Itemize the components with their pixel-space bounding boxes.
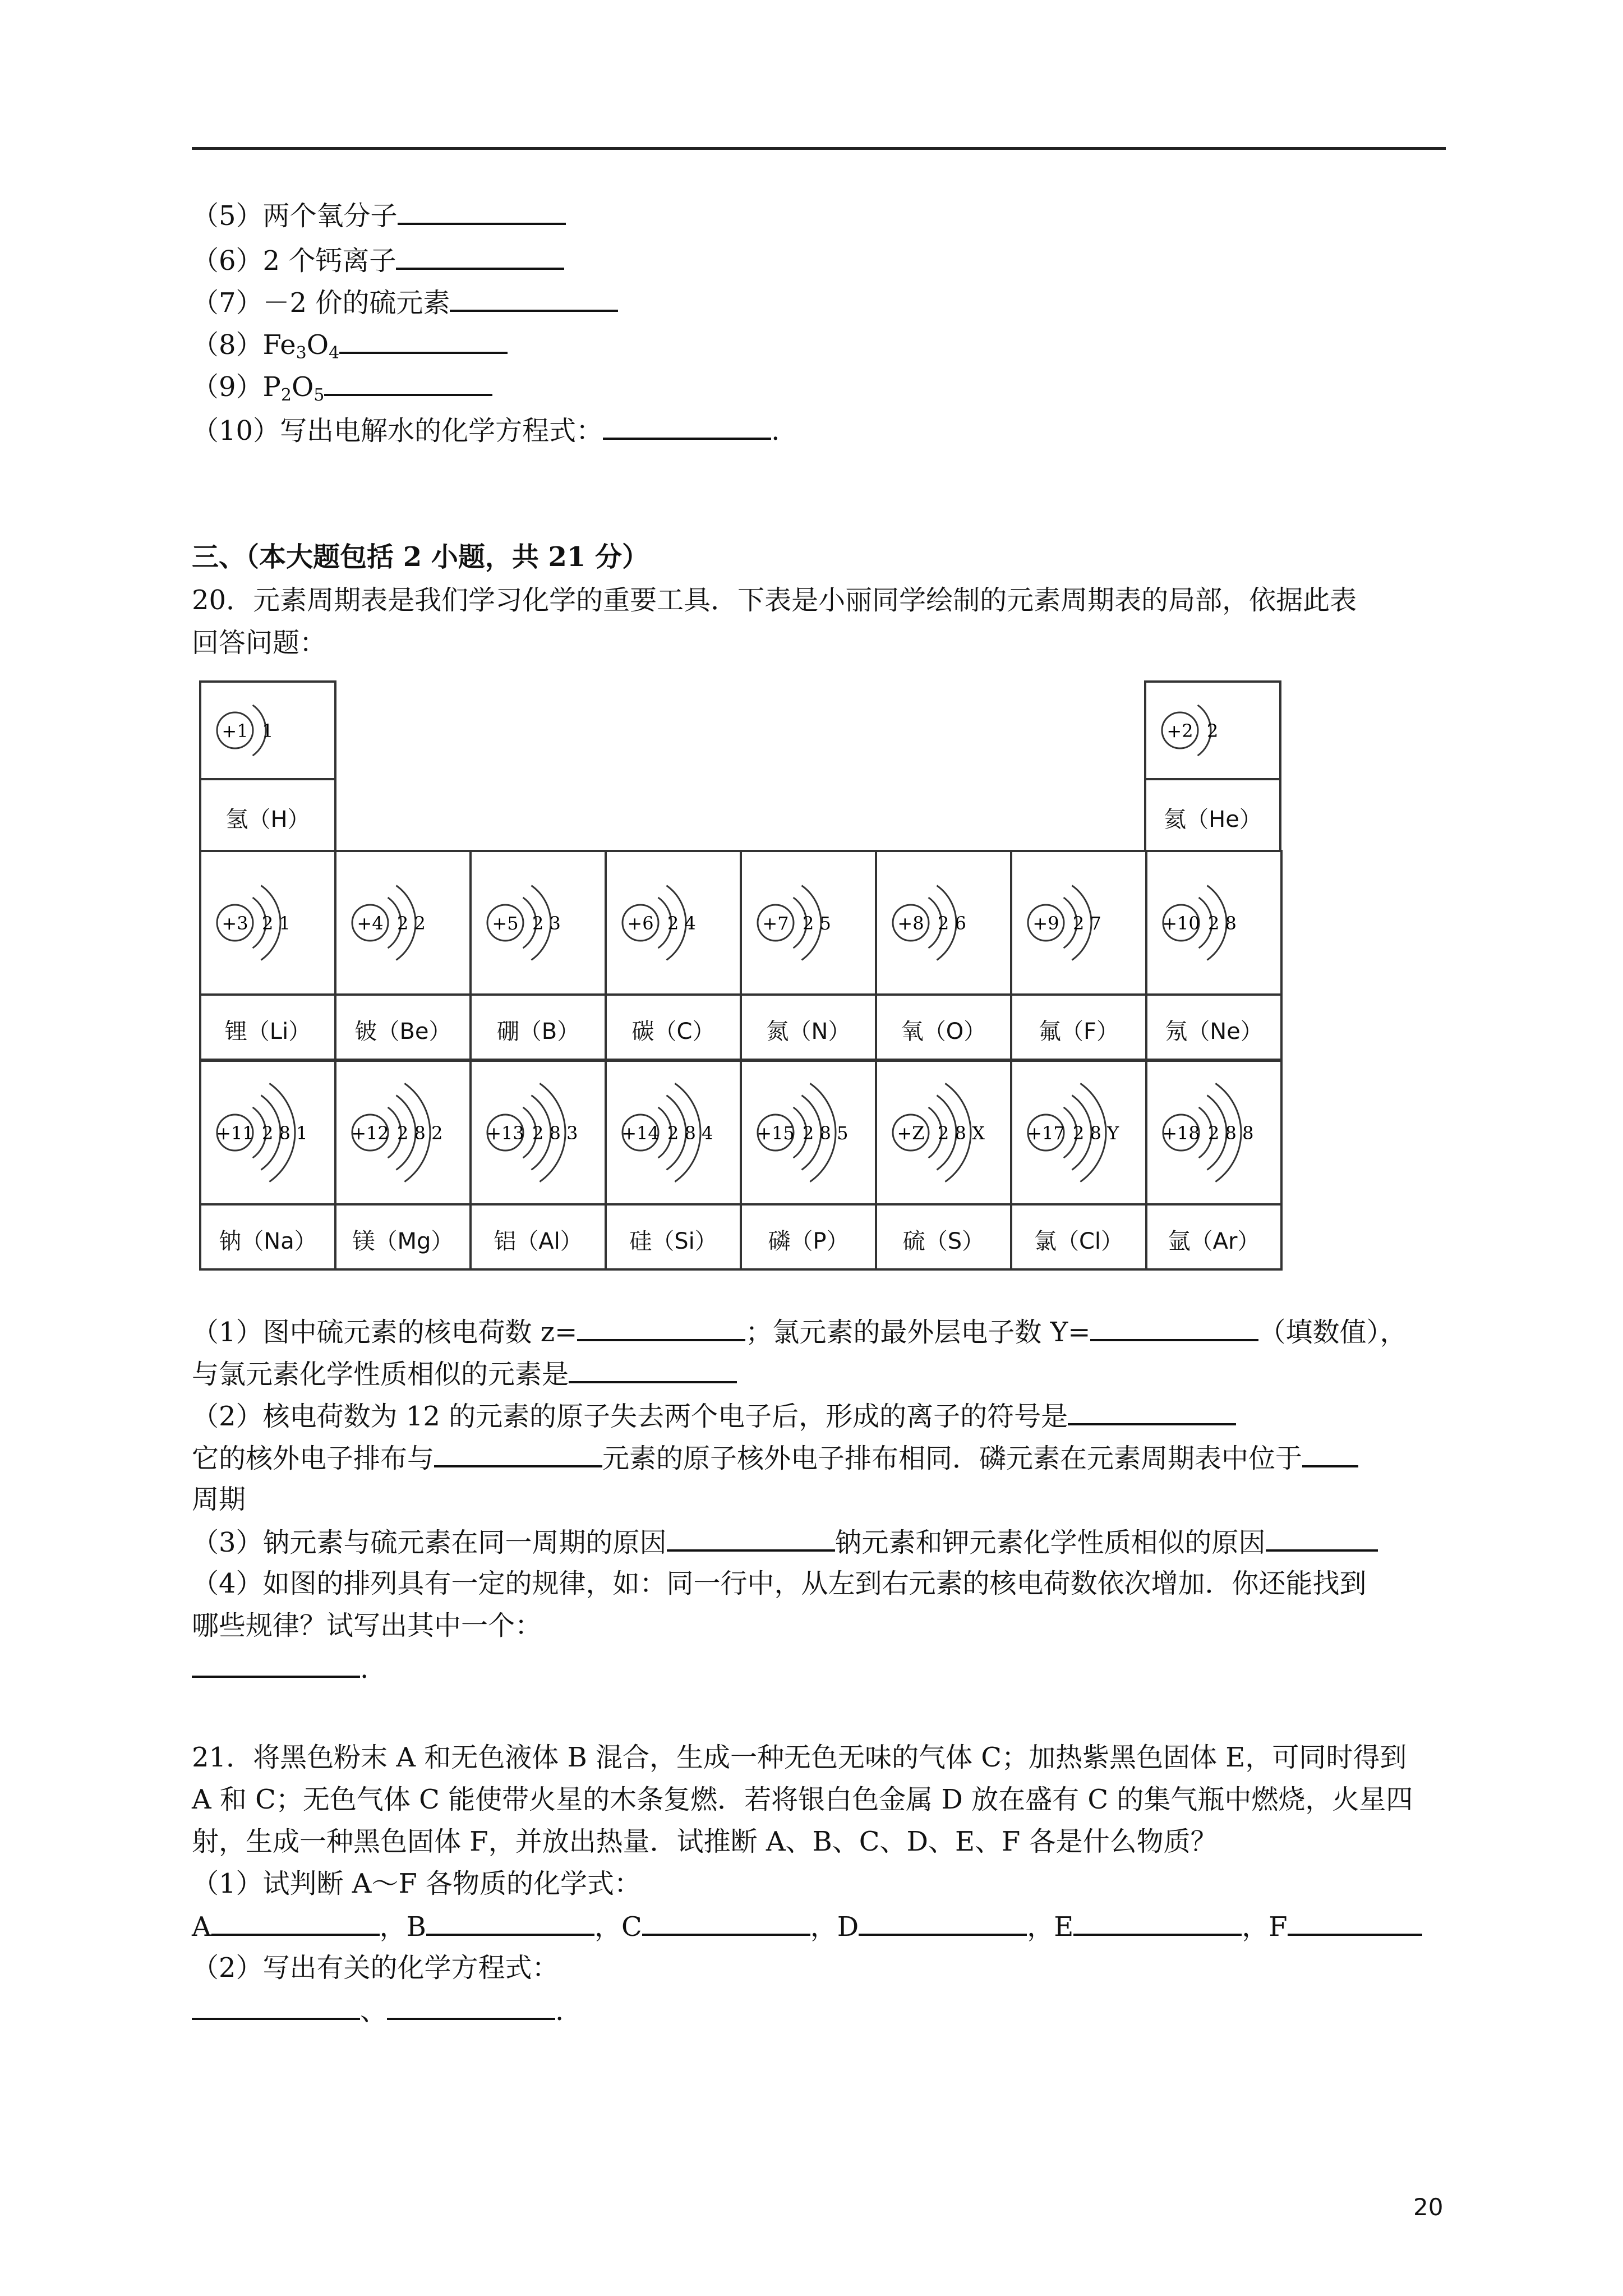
element-name-row3-3: 硅（Si） xyxy=(629,1228,717,1254)
q9-blank[interactable] xyxy=(324,370,492,396)
cell-diagram-row3-2 xyxy=(469,1060,607,1205)
element-name-row2-5: 氧（O） xyxy=(901,1019,986,1045)
element-name-row2-3: 碳（C） xyxy=(631,1019,715,1045)
q8-text2: O xyxy=(306,329,329,361)
q8-text: （8）Fe xyxy=(192,329,296,361)
electron-counts-row2-1: 2 2 xyxy=(397,913,426,934)
electron-counts-row3-0: 2 8 1 xyxy=(262,1122,308,1144)
nucleus-charge-row2-3: +6 xyxy=(627,913,654,934)
cell-He-diagram xyxy=(1144,680,1281,780)
electron-counts-row3-3: 2 8 4 xyxy=(667,1122,713,1144)
electron-counts-row2-4: 2 5 xyxy=(803,913,831,934)
electron-counts-row2-6: 2 7 xyxy=(1073,913,1101,934)
electron-counts-H: 1 xyxy=(262,720,274,742)
p4-period: . xyxy=(360,1653,369,1685)
nucleus-charge-row3-2: +13 xyxy=(486,1122,524,1144)
cell-diagram-row2-2 xyxy=(469,850,607,996)
q21-line-d xyxy=(192,1868,641,1901)
element-name-row3-4: 磷（P） xyxy=(768,1228,849,1254)
cell-name-row3-2 xyxy=(469,1203,607,1271)
element-name-row3-5: 硫（S） xyxy=(902,1228,985,1254)
q21-blank-d[interactable] xyxy=(859,1910,1027,1936)
element-name-row2-1: 铍（Be） xyxy=(354,1019,451,1045)
element-name-row3-6: 氯（Cl） xyxy=(1034,1228,1124,1254)
q21-eq-separator: 、 xyxy=(360,1995,388,2027)
nucleus-charge-row3-4: +15 xyxy=(757,1122,795,1144)
p1-text-c: （填数值）， xyxy=(1258,1317,1407,1348)
cell-name-row2-6 xyxy=(1010,993,1147,1061)
q8-line xyxy=(192,328,508,364)
p1-blank-y[interactable] xyxy=(1090,1315,1258,1341)
q8-blank[interactable] xyxy=(339,328,508,354)
nucleus-charge-row2-4: +7 xyxy=(762,913,789,934)
q5-line xyxy=(192,199,566,233)
q21-blank-c[interactable] xyxy=(642,1910,810,1936)
q21-label-d: ，D xyxy=(810,1911,859,1943)
nucleus-charge-row3-3: +14 xyxy=(621,1122,660,1144)
element-name-row2-2: 硼（B） xyxy=(496,1019,580,1045)
element-name-row3-7: 氩（Ar） xyxy=(1168,1228,1260,1254)
cell-diagram-row2-1 xyxy=(334,850,472,996)
nucleus-charge-row2-1: +4 xyxy=(357,913,384,934)
q21-blank-a[interactable] xyxy=(211,1910,380,1936)
p4-text-b: 哪些规律？试写出其中一个： xyxy=(192,1610,542,1641)
q9-sub1: 2 xyxy=(280,385,292,405)
q21-line-c xyxy=(192,1826,1218,1858)
p4-line-b xyxy=(192,1610,542,1642)
q21-part1: （1）试判断 A～F 各物质的化学式： xyxy=(192,1868,642,1899)
q9-sub2: 5 xyxy=(313,385,325,405)
cell-name-row3-7 xyxy=(1145,1203,1283,1271)
electron-counts-row3-2: 2 8 3 xyxy=(532,1122,578,1144)
p2-line-a xyxy=(192,1400,1236,1433)
cell-diagram-row2-7 xyxy=(1145,850,1283,996)
p2-text-a: （2）核电荷数为 12 的元素的原子失去两个电子后，形成的离子的符号是 xyxy=(192,1401,1068,1432)
q21-line-f xyxy=(192,1952,559,1985)
atom-diagram-row2-6 xyxy=(1012,852,1145,993)
electron-counts-row3-7: 2 8 8 xyxy=(1208,1122,1254,1144)
q20-line-b xyxy=(192,627,326,660)
cell-diagram-row3-4 xyxy=(740,1060,877,1205)
q9-line xyxy=(192,370,492,406)
atom-diagram-row2-4 xyxy=(742,852,875,993)
cell-name-row2-5 xyxy=(875,993,1012,1061)
p3-blank-b[interactable] xyxy=(1266,1526,1378,1552)
p3-line xyxy=(192,1526,1378,1559)
element-name-row2-7: 氖（Ne） xyxy=(1165,1019,1263,1045)
electron-counts-row3-1: 2 8 2 xyxy=(397,1122,443,1144)
electron-counts-row3-6: 2 8 Y xyxy=(1073,1122,1119,1144)
cell-name-row2-0 xyxy=(199,993,336,1061)
atom-diagram-row3-2 xyxy=(472,1062,605,1203)
header-rule xyxy=(192,147,1446,150)
p4-line-c xyxy=(192,1652,368,1686)
cell-name-row2-3 xyxy=(605,993,742,1061)
q9-text: （9）P xyxy=(192,371,281,403)
cell-name-row3-1 xyxy=(334,1203,472,1271)
p3-text-b: 钠元素和钾元素化学性质相似的原因 xyxy=(834,1527,1266,1558)
cell-name-row3-4 xyxy=(740,1203,877,1271)
q21-label-a: A xyxy=(192,1911,211,1943)
element-name-row2-4: 氮（N） xyxy=(766,1019,851,1045)
q21-answer-line xyxy=(192,1910,1422,1944)
cell-name-row2-4 xyxy=(740,993,877,1061)
q21-eq-period: . xyxy=(555,1995,564,2027)
atom-diagram-row2-3 xyxy=(607,852,740,993)
electron-counts-row2-3: 2 4 xyxy=(667,913,696,934)
p1-text-a: （1）图中硫元素的核电荷数 z= xyxy=(192,1317,578,1348)
p1-text-d: 与氯元素化学性质相似的元素是 xyxy=(192,1359,569,1390)
q7-blank[interactable] xyxy=(450,286,618,312)
nucleus-charge-row3-0: +11 xyxy=(216,1122,254,1144)
cell-He-name xyxy=(1144,778,1281,852)
q9-text2: O xyxy=(291,371,314,403)
cell-diagram-row2-3 xyxy=(605,850,742,996)
p2-text-d: 周期 xyxy=(192,1484,246,1515)
q6-blank[interactable] xyxy=(396,244,564,270)
q21-blank-f[interactable] xyxy=(1288,1910,1422,1936)
electron-counts-row2-7: 2 8 xyxy=(1208,913,1237,934)
q8-sub2: 4 xyxy=(329,343,340,363)
cell-diagram-row3-3 xyxy=(605,1060,742,1205)
q21-stem-c: 射，生成一种黑色固体 F，并放出热量．试推断 A、B、C、D、E、F 各是什么物质？ xyxy=(192,1826,1218,1857)
p3-blank-a[interactable] xyxy=(667,1526,835,1552)
element-name-row2-6: 氟（F） xyxy=(1038,1019,1119,1045)
cell-name-row3-6 xyxy=(1010,1203,1147,1271)
atom-diagram-row2-0 xyxy=(201,852,334,993)
atom-diagram-row3-0 xyxy=(201,1062,334,1203)
q21-eq-blank-2[interactable] xyxy=(387,1994,555,2020)
section-3-heading xyxy=(192,541,649,574)
p4-text-a: （4）如图的排列具有一定的规律，如：同一行中，从左到右元素的核电荷数依次增加．你还能找到 xyxy=(192,1568,1367,1599)
cell-diagram-row3-6 xyxy=(1010,1060,1147,1205)
atom-diagram-He xyxy=(1146,683,1279,778)
nucleus-charge-row2-0: +3 xyxy=(222,913,248,934)
q7-line xyxy=(192,286,618,320)
atom-diagram-row2-2 xyxy=(472,852,605,993)
p1-line-b xyxy=(192,1358,737,1391)
p1-text-b: ；氯元素的最外层电子数 Y= xyxy=(745,1317,1091,1348)
q21-stem-a: 21．将黑色粉末 A 和无色液体 B 混合，生成一种无色无味的气体 C；加热紫黑色固体 E，可同时得到 xyxy=(192,1742,1407,1773)
cell-diagram-row2-5 xyxy=(875,850,1012,996)
q6-line xyxy=(192,244,564,278)
p2-line-c xyxy=(192,1484,246,1516)
section-3-title: 三、（本大题包括 2 小题，共 21 分） xyxy=(192,541,649,573)
electron-counts-row2-5: 2 6 xyxy=(938,913,966,934)
atom-diagram-row3-1 xyxy=(336,1062,469,1203)
cell-diagram-row3-5 xyxy=(875,1060,1012,1205)
nucleus-charge-row2-7: +10 xyxy=(1162,913,1200,934)
electron-counts-row3-5: 2 8 X xyxy=(938,1122,985,1144)
atom-diagram-row3-6 xyxy=(1012,1062,1145,1203)
atom-diagram-row2-1 xyxy=(336,852,469,993)
cell-name-row2-1 xyxy=(334,993,472,1061)
electron-counts-row2-2: 2 3 xyxy=(532,913,561,934)
atom-diagram-H xyxy=(201,683,334,778)
p2-blank-ion[interactable] xyxy=(1068,1400,1236,1425)
q20-stem: 20．元素周期表是我们学习化学的重要工具．下表是小丽同学绘制的元素周期表的局部，依据此表 xyxy=(192,585,1357,616)
element-name-row3-1: 镁（Mg） xyxy=(352,1228,454,1254)
cell-diagram-row3-1 xyxy=(334,1060,472,1205)
p2-line-b xyxy=(192,1442,1358,1475)
p3-text-a: （3）钠元素与硫元素在同一周期的原因 xyxy=(192,1527,667,1558)
atom-diagram-row3-4 xyxy=(742,1062,875,1203)
p1-line-a xyxy=(192,1315,1407,1349)
page-number: 20 xyxy=(1413,2193,1444,2221)
q21-line-g xyxy=(192,1994,564,2028)
p1-blank-similar[interactable] xyxy=(569,1358,737,1383)
element-name-row2-0: 锂（Li） xyxy=(224,1019,311,1045)
q21-label-f: ，F xyxy=(1242,1911,1288,1943)
q8-sub1: 3 xyxy=(296,343,307,363)
atom-diagram-row3-5 xyxy=(877,1062,1010,1203)
p2-blank-element[interactable] xyxy=(434,1442,602,1467)
cell-diagram-row3-0 xyxy=(199,1060,336,1205)
q21-part2: （2）写出有关的化学方程式： xyxy=(192,1952,559,1984)
q21-line-a xyxy=(192,1742,1407,1774)
q10-line xyxy=(192,414,780,448)
electron-counts-He: 2 xyxy=(1207,720,1219,742)
electron-counts-row2-0: 2 1 xyxy=(262,913,291,934)
nucleus-charge-row3-5: +Z xyxy=(897,1122,925,1144)
nucleus-charge-row2-6: +9 xyxy=(1032,913,1059,934)
cell-name-row3-5 xyxy=(875,1203,1012,1271)
cell-name-row2-7 xyxy=(1145,993,1283,1061)
cell-diagram-row2-6 xyxy=(1010,850,1147,996)
q7-text: （7）－2 价的硫元素 xyxy=(192,287,450,319)
nucleus-charge-row2-5: +8 xyxy=(897,913,924,934)
cell-diagram-row2-0 xyxy=(199,850,336,996)
cell-name-row3-3 xyxy=(605,1203,742,1271)
nucleus-charge-H: +1 xyxy=(222,720,248,742)
q5-text: （5）两个氧分子 xyxy=(192,200,398,232)
q21-eq-blank-1[interactable] xyxy=(192,1994,360,2020)
p2-text-c: 元素的原子核外电子排布相同．磷元素在元素周期表中位于 xyxy=(602,1443,1303,1474)
p2-blank-period[interactable] xyxy=(1302,1442,1358,1467)
element-name-H: 氢（H） xyxy=(225,807,310,832)
element-name-He: 氦（He） xyxy=(1164,807,1262,832)
q20-line-a xyxy=(192,585,1357,617)
atom-diagram-row2-5 xyxy=(877,852,1010,993)
q21-label-b: ，B xyxy=(379,1911,426,1943)
q21-blank-b[interactable] xyxy=(426,1910,594,1936)
electron-counts-row3-4: 2 8 5 xyxy=(803,1122,849,1144)
cell-diagram-row2-4 xyxy=(740,850,877,996)
q21-label-c: ，C xyxy=(594,1911,642,1943)
nucleus-charge-row3-6: +17 xyxy=(1027,1122,1065,1144)
q21-line-b xyxy=(192,1784,1413,1816)
cell-name-row2-2 xyxy=(469,993,607,1061)
q5-blank[interactable] xyxy=(398,199,566,225)
element-name-row3-2: 铝（Al） xyxy=(494,1228,583,1254)
q21-label-e: ，E xyxy=(1027,1911,1074,1943)
cell-H-diagram xyxy=(199,680,336,780)
q6-text: （6）2 个钙离子 xyxy=(192,245,396,277)
atom-diagram-row3-7 xyxy=(1147,1062,1280,1203)
p4-line-a xyxy=(192,1568,1367,1600)
q21-stem-b: A 和 C；无色气体 C 能使带火星的木条复燃．若将银白色金属 D 放在盛有 C 的集气瓶中燃烧，火星四 xyxy=(192,1784,1413,1815)
nucleus-charge-row3-1: +12 xyxy=(351,1122,389,1144)
nucleus-charge-row2-2: +5 xyxy=(492,913,519,934)
p1-blank-z[interactable] xyxy=(577,1315,745,1341)
cell-diagram-row3-7 xyxy=(1145,1060,1283,1205)
nucleus-charge-row3-7: +18 xyxy=(1162,1122,1200,1144)
atom-diagram-row3-3 xyxy=(607,1062,740,1203)
q21-blank-e[interactable] xyxy=(1073,1910,1242,1936)
p4-blank[interactable] xyxy=(192,1652,360,1678)
cell-H-name xyxy=(199,778,336,852)
cell-name-row3-0 xyxy=(199,1203,336,1271)
q10-blank[interactable] xyxy=(603,414,771,440)
nucleus-charge-He: +2 xyxy=(1166,720,1193,742)
atom-diagram-row2-7 xyxy=(1147,852,1280,993)
q10-period: . xyxy=(771,415,780,447)
q10-text: （10）写出电解水的化学方程式： xyxy=(192,415,603,447)
q20-stem-cont: 回答问题： xyxy=(192,627,327,659)
element-name-row3-0: 钠（Na） xyxy=(219,1228,317,1254)
p2-text-b: 它的核外电子排布与 xyxy=(192,1443,435,1474)
